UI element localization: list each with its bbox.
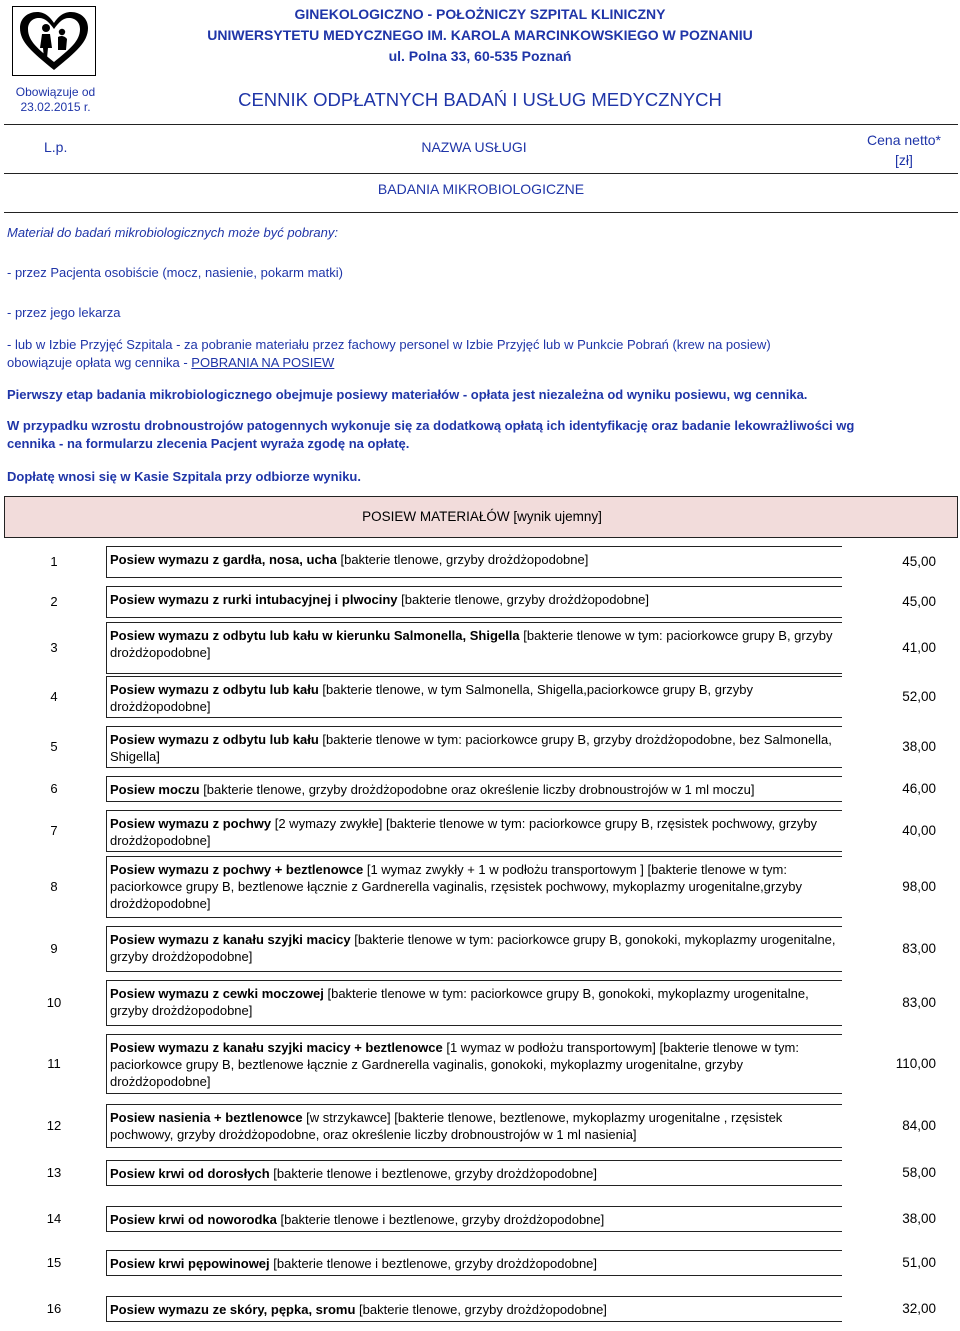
service-name: Posiew krwi od noworodka — [110, 1212, 277, 1227]
info-line: cennika - na formularzu zlecenia Pacjent wyraża zgodę na opłatę. — [7, 436, 410, 451]
table-row — [4, 1296, 958, 1322]
hospital-line-2: UNIWERSYTETU MEDYCZNEGO IM. KAROLA MARCINKOWSKIEGO W POZNANIU — [207, 27, 753, 43]
table-row — [4, 1250, 958, 1276]
service-price: 51,00 — [902, 1255, 936, 1270]
row-number: 16 — [46, 1301, 62, 1316]
table-row — [4, 1104, 958, 1148]
service-price: 110,00 — [895, 1056, 936, 1071]
hospital-line-1: GINEKOLOGICZNO - POŁOŻNICZY SZPITAL KLINICZNY — [294, 6, 666, 22]
row-number: 9 — [50, 941, 58, 956]
service-price: 46,00 — [902, 781, 936, 796]
service-name: Posiew moczu — [110, 782, 200, 797]
info-paragraph: - przez jego lekarza — [7, 305, 121, 320]
row-number: 13 — [46, 1165, 62, 1180]
page-title: CENNIK ODPŁATNYCH BADAŃ I USŁUG MEDYCZNYCH — [238, 89, 722, 110]
service-name: Posiew wymazu z kanału szyjki macicy + beztlenowce — [110, 1040, 443, 1055]
name-column-header: NAZWA USŁUGI — [421, 139, 527, 155]
service-description — [106, 546, 842, 578]
table-row — [4, 926, 958, 972]
service-price: 52,00 — [902, 689, 936, 704]
service-name: Posiew wymazu z pochwy — [110, 816, 272, 831]
table-row — [4, 546, 958, 578]
effective-date: 23.02.2015 r. — [20, 100, 91, 114]
table-row — [4, 622, 958, 674]
info-paragraph: Dopłatę wnosi się w Kasie Szpitala przy odbiorze wyniku. — [7, 469, 361, 484]
service-description — [106, 810, 842, 852]
info-paragraph: Pierwszy etap badania mikrobiologicznego obejmuje posiewy materiałów - opłata jest niezależna od wyniku posiewu, wg cennika. — [7, 387, 808, 402]
service-details: [1 wymaz w podłożu transportowym] [bakterie tlenowe w tym: paciorkowce grupy B, beztlenowe łącznie z Gardnerella vaginalis, gonokoki, mykoplazmy urogenitalne, grzyby drożdżopodobne] — [110, 1040, 799, 1089]
service-description — [106, 926, 842, 972]
service-description — [106, 1160, 842, 1186]
service-details: [bakterie tlenowe, w tym Salmonella, Shigella,paciorkowce grupy B, grzyby drożdżopodobne] — [110, 682, 754, 714]
row-number: 15 — [46, 1255, 62, 1270]
document-header — [0, 0, 960, 124]
row-number: 8 — [50, 879, 58, 894]
lp-column-header: L.p. — [44, 139, 68, 155]
info-paragraph — [7, 336, 947, 372]
table-row — [4, 1034, 958, 1094]
service-price: 45,00 — [902, 554, 936, 569]
service-details: [bakterie tlenowe, grzyby drożdżopodobne] — [336, 552, 589, 567]
service-details: [bakterie tlenowe w tym: paciorkowce grupy B, grzyby drożdżopodobne] — [110, 628, 833, 660]
service-description — [106, 676, 842, 718]
table-row — [4, 1206, 958, 1232]
row-number: 1 — [50, 554, 58, 569]
service-description — [106, 1104, 842, 1148]
row-number: 10 — [46, 995, 62, 1010]
service-description — [106, 1296, 842, 1322]
row-number: 12 — [46, 1118, 62, 1133]
hospital-logo — [12, 6, 96, 76]
row-number: 11 — [47, 1056, 61, 1071]
table-row — [4, 776, 958, 802]
service-details: [bakterie tlenowe, grzyby drożdżopodobne oraz określenie liczby drobnoustrojów w 1 ml moczu] — [199, 782, 755, 797]
hospital-address: ul. Polna 33, 60-535 Poznań — [388, 48, 572, 64]
service-price: 45,00 — [902, 594, 936, 609]
service-price: 32,00 — [902, 1301, 936, 1316]
table-row — [4, 980, 958, 1026]
service-price: 58,00 — [902, 1165, 936, 1180]
hospital-name-block — [150, 4, 810, 67]
service-name: Posiew wymazu z rurki intubacyjnej i plwociny — [110, 592, 398, 607]
info-line: W przypadku wzrostu drobnoustrojów patogennych wykonuje się za dodatkową opłatą ich identyfikację oraz badanie lekowrażliwości wg — [7, 418, 855, 433]
service-details: [bakterie tlenowe i beztlenowe, grzyby drożdżopodobne] — [269, 1166, 598, 1181]
table-header — [4, 496, 958, 538]
service-details: [bakterie tlenowe, grzyby drożdżopodobne] — [397, 592, 650, 607]
service-price: 38,00 — [902, 739, 936, 754]
service-name: Posiew krwi od dorosłych — [110, 1166, 270, 1181]
service-name: Posiew wymazu z cewki moczowej — [110, 986, 324, 1001]
service-details: [1 wymaz zwykły + 1 w podłożu transportowym ] [bakterie tlenowe w tym: paciorkowce grupy B, beztlenowe łącznie z Gardnerella vaginalis, rzęsistek pochwowy, mykoplazmy urogenitalne,grzyby drożdżopodobne] — [110, 862, 802, 911]
info-text: obowiązuje opłata wg cennika - — [7, 355, 192, 370]
row-number: 2 — [50, 594, 58, 609]
service-price: 83,00 — [902, 995, 936, 1010]
price-header-line-2: [zł] — [895, 152, 913, 168]
service-price: 83,00 — [902, 941, 936, 956]
service-description — [106, 856, 842, 918]
service-price: 38,00 — [902, 1211, 936, 1226]
pobrania-na-posiew-link[interactable]: POBRANIA NA POSIEW — [191, 355, 335, 370]
info-paragraph: - przez Pacjenta osobiście (mocz, nasienie, pokarm matki) — [7, 265, 343, 280]
service-name: Posiew wymazu z pochwy + beztlenowce — [110, 862, 364, 877]
service-name: Posiew nasienia + beztlenowce — [110, 1110, 303, 1125]
service-name: Posiew krwi pępowinowej — [110, 1256, 270, 1271]
price-column-header — [849, 130, 959, 170]
service-price: 98,00 — [902, 879, 936, 894]
table-header-title: POSIEW MATERIAŁÓW [wynik ujemny] — [362, 509, 602, 524]
info-line: - lub w Izbie Przyjęć Szpitala - za pobranie materiału przez fachowy personel w Izbie Przyjęć lub w Punkcie Pobrań (krew na posiew) — [7, 337, 771, 352]
table-row — [4, 856, 958, 918]
service-details: [bakterie tlenowe i beztlenowe, grzyby drożdżopodobne] — [276, 1212, 605, 1227]
price-header-line-1: Cena netto* — [867, 132, 941, 148]
service-details: [bakterie tlenowe w tym: paciorkowce grupy B, gonokoki, mykoplazmy urogenitalne, grzyby drożdżopodobne] — [110, 986, 809, 1018]
service-description — [106, 586, 842, 618]
table-row — [4, 676, 958, 718]
service-name: Posiew wymazu z odbytu lub kału w kierunku Salmonella, Shigella — [110, 628, 520, 643]
service-description — [106, 622, 842, 674]
service-description — [106, 1250, 842, 1276]
row-number: 4 — [50, 689, 58, 704]
table-row — [4, 1160, 958, 1186]
service-description — [106, 980, 842, 1026]
service-name: Posiew wymazu z odbytu lub kału — [110, 732, 319, 747]
service-name: Posiew wymazu z gardła, nosa, ucha — [110, 552, 337, 567]
row-number: 5 — [50, 739, 58, 754]
row-number: 14 — [46, 1211, 62, 1226]
info-line — [7, 354, 947, 372]
service-description — [106, 776, 842, 802]
effective-date-block — [8, 85, 103, 115]
table-row — [4, 586, 958, 618]
service-details: [bakterie tlenowe, grzyby drożdżopodobne] — [355, 1302, 607, 1317]
row-number: 7 — [50, 823, 58, 838]
section-header — [4, 172, 958, 213]
service-name: Posiew wymazu ze skóry, pępka, sromu — [110, 1302, 356, 1317]
service-description — [106, 726, 842, 768]
row-number: 3 — [50, 640, 58, 655]
service-name: Posiew wymazu z kanału szyjki macicy — [110, 932, 351, 947]
column-header-row — [4, 124, 958, 174]
service-description — [106, 1206, 842, 1232]
service-details: [bakterie tlenowe i beztlenowe, grzyby drożdżopodobne] — [269, 1256, 598, 1271]
info-paragraph — [7, 417, 947, 453]
table-row — [4, 726, 958, 768]
section-title: BADANIA MIKROBIOLOGICZNE — [377, 181, 585, 197]
effective-label: Obowiązuje od — [15, 85, 96, 99]
row-number: 6 — [50, 781, 58, 796]
service-price: 40,00 — [902, 823, 936, 838]
service-name: Posiew wymazu z odbytu lub kału — [110, 682, 319, 697]
service-details: [bakterie tlenowe w tym: paciorkowce grupy B, gonokoki, mykoplazmy urogenitalne, grzyby drożdżopodobne] — [110, 932, 836, 964]
service-description — [106, 1034, 842, 1094]
service-details: [bakterie tlenowe w tym: paciorkowce grupy B, grzyby drożdżopodobne, bez Salmonella, Shigella] — [110, 732, 832, 764]
table-row — [4, 810, 958, 852]
service-price: 84,00 — [902, 1118, 936, 1133]
info-paragraph: Materiał do badań mikrobiologicznych może być pobrany: — [7, 225, 338, 240]
service-price: 41,00 — [902, 640, 936, 655]
service-details: [2 wymazy zwykłe] [bakterie tlenowe w tym: paciorkowce grupy B, rzęsistek pochwowy, grzyby drożdżopodobne] — [110, 816, 818, 848]
service-details: [w strzykawce] [bakterie tlenowe, beztlenowe, mykoplazmy urogenitalne , rzęsistek pochwowy, grzyby drożdżopodobne, oraz określenie liczby drobnoustrojów w 1 ml nasienia] — [110, 1110, 783, 1142]
